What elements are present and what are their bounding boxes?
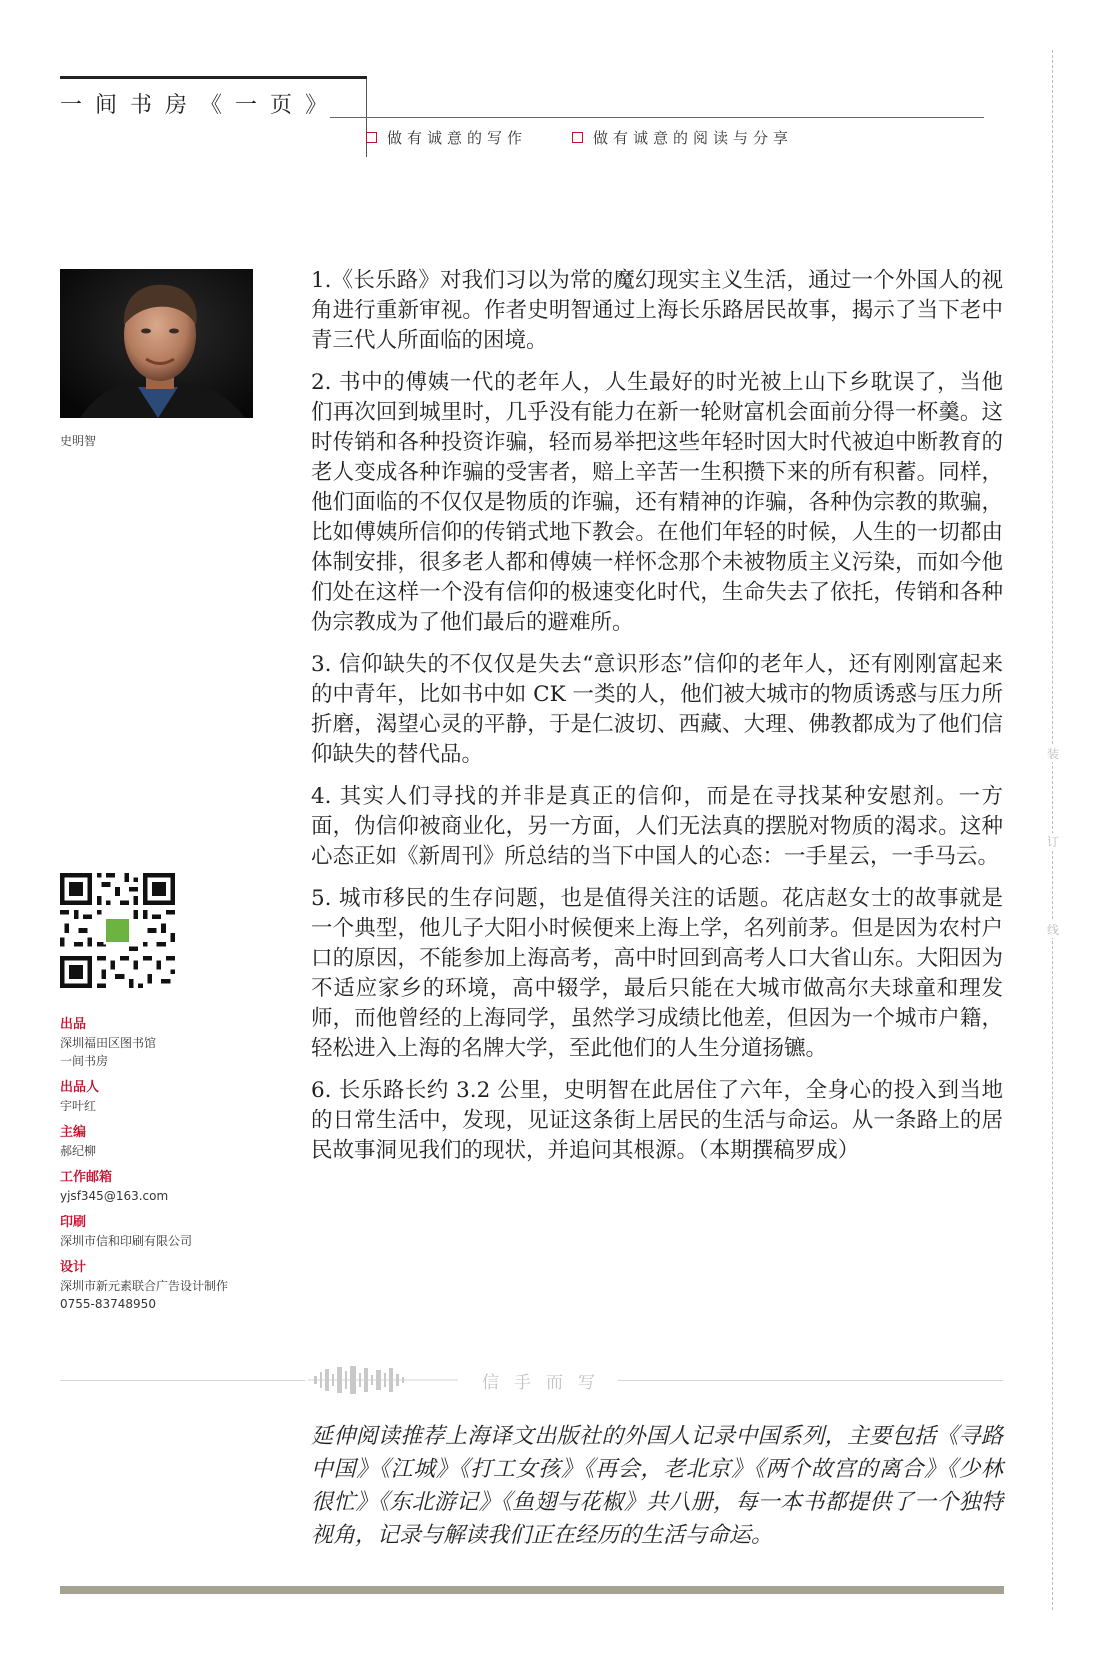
paragraph-2: 2. 书中的傅姨一代的老年人，人生最好的时光被上山下乡耽误了，当他们再次回到城里时，几乎没有能力在新一轮财富机会面前分得一杯羹。这时传销和各种投资诈骗，轻而易举把这些年轻时因大时代被迫中断教育的老人变成各种诈骗的受害者，赔上辛苦一生积攒下来的所有积蓄。同样，他们面临的不仅仅是物质的诈骗，还有精神的诈骗，各种伪宗教的欺骗，比如傅姨所信仰的传销式地下教会。在他们年轻的时候，人生的一切都由体制安排，很多老人都和傅姨一样怀念那个未被物质主义污染，而如今他们处在这样一个没有信仰的极速变化时代，生命失去了依托，传销和各种伪宗教成为了他们最后的避难所。: [311, 370, 1003, 635]
header-mid-rule: [330, 117, 984, 118]
slogan-reading: [572, 127, 793, 148]
credit-label: 出品人: [60, 1080, 100, 1095]
article-body: [311, 266, 1003, 1178]
credits-block: [60, 1016, 290, 1322]
checkbox-square-icon: [572, 132, 583, 143]
header-top-rule: [60, 76, 367, 79]
paragraph-3: 3. 信仰缺失的不仅仅是失去“意识形态”信仰的老年人，还有刚刚富起来的中青年，比如书中如 CK 一类的人，他们被大城市的物质诱惑与压力所折磨，渴望心灵的平静，于是仁波切、西藏、大理、佛教都成为了他们信仰缺失的替代品。: [311, 652, 1003, 767]
author-portrait: [60, 269, 253, 418]
credit-value-email[interactable]: yjsf345@163.com: [60, 1189, 169, 1203]
credit-printing: [60, 1214, 290, 1250]
slogan-writing: [366, 127, 527, 148]
credit-label: 主编: [60, 1125, 87, 1140]
photo-caption: 史明智: [60, 434, 97, 448]
slogan-writing-text: 做有诚意的写作: [387, 129, 528, 147]
binding-char-zhuang: 装: [1043, 745, 1063, 762]
divider-rule-left: [60, 1380, 305, 1381]
credit-value: 宇叶红: [60, 1099, 97, 1113]
binding-dashed-line: [1052, 50, 1053, 1610]
checkbox-square-icon: [366, 132, 377, 143]
paragraph-1: 1.《长乐路》对我们习以为常的魔幻现实主义生活，通过一个外国人的视角进行重新审视。作者史明智通过上海长乐路居民故事，揭示了当下老中青三代人所面临的困境。: [311, 268, 1003, 353]
credit-label: 设计: [60, 1260, 87, 1275]
qr-code[interactable]: [60, 873, 175, 988]
paragraph-4: 4. 其实人们寻找的并非是真正的信仰，而是在寻找某种安慰剂。一方面，伪信仰被商业化，另一方面，人们无法真的摆脱对物质的渴求。这种心态正如《新周刊》所总结的当下中国人的心态：一手星云，一手马云。: [311, 784, 1003, 869]
qr-code-image: [60, 873, 175, 988]
portrait-image: [60, 269, 253, 418]
credit-label: 出品: [60, 1017, 87, 1032]
divider-label: 信手而写: [474, 1368, 618, 1393]
credit-chief-editor: [60, 1124, 290, 1160]
divider-rule-right: [618, 1380, 1003, 1381]
binding-char-xian: 线: [1043, 921, 1063, 938]
credit-publisher: [60, 1079, 290, 1115]
credit-label: 工作邮箱: [60, 1170, 113, 1185]
credit-value: 深圳市信和印刷有限公司: [60, 1234, 193, 1248]
credit-design: [60, 1259, 290, 1313]
slogan-reading-text: 做有诚意的阅读与分享: [593, 129, 794, 147]
credit-value: 深圳市新元素联合广告设计制作 0755-83748950: [60, 1279, 229, 1311]
extended-reading: 延伸阅读推荐上海译文出版社的外国人记录中国系列，主要包括《寻路中国》《江城》《打工女孩》《再会，老北京》《两个故宫的离合》《少林很忙》《东北游记》《鱼翅与花椒》共八册，每一本书都提供了一个独特视角，记录与解读我们正在经历的生活与命运。: [311, 1424, 1003, 1548]
paragraph-6: 6. 长乐路长约 3.2 公里，史明智在此居住了六年，全身心的投入到当地的日常生活中，发现，见证这条街上居民的生活与命运。从一条路上的居民故事洞见我们的现状，并追问其根源。（本期撰稿罗成）: [311, 1078, 1003, 1163]
credit-email: [60, 1169, 290, 1205]
footer-bar: [60, 1586, 1004, 1594]
credit-value: 郝纪柳: [60, 1144, 97, 1158]
credit-label: 印刷: [60, 1215, 87, 1230]
column-title: 一间书房《一页》: [60, 93, 341, 118]
barcode-ornament-icon: [308, 1364, 458, 1396]
credit-value: 深圳福田区图书馆 一间书房: [60, 1036, 157, 1068]
credit-producer: [60, 1016, 290, 1070]
paragraph-5: 5. 城市移民的生存问题，也是值得关注的话题。花店赵女士的故事就是一个典型，他儿子大阳小时候便来上海上学，名列前茅。但是因为农村户口的原因，不能参加上海高考，高中时回到高考人口大省山东。大阳因为不适应家乡的环境，高中辍学，最后只能在大城市做高尔夫球童和理发师，而他曾经的上海同学，虽然学习成绩比他差，但因为一个城市户籍，轻松进入上海的名牌大学，至此他们的人生分道扬镳。: [311, 886, 1003, 1061]
binding-char-ding: 订: [1043, 833, 1063, 850]
